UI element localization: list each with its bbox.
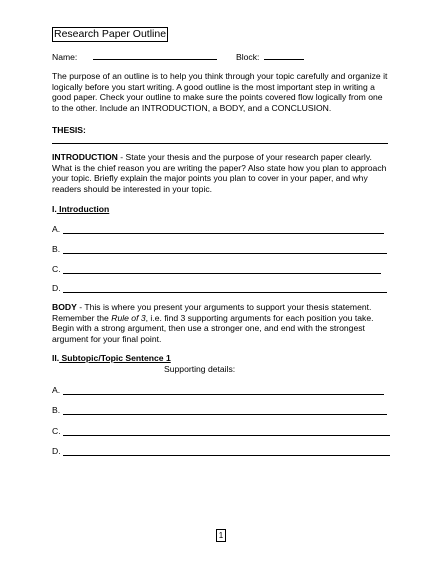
body-heading: BODY — [52, 302, 77, 312]
body-line-a — [52, 385, 62, 396]
name-label: Name: — [52, 52, 78, 62]
introduction-paragraph — [52, 152, 392, 194]
intro-line-b — [52, 244, 62, 255]
section-number: II. — [52, 353, 60, 363]
introduction-heading: INTRODUCTION — [52, 152, 118, 162]
intro-blank-b[interactable] — [63, 253, 387, 254]
supporting-details-label: Supporting details: — [164, 364, 236, 374]
section-title: Subtopic/Topic Sentence 1 — [59, 353, 171, 363]
intro-line-d — [52, 283, 62, 294]
body-blank-b[interactable] — [63, 414, 387, 415]
line-letter: B. — [52, 405, 61, 415]
line-letter: A. — [52, 224, 61, 234]
thesis-label: THESIS: — [52, 125, 86, 135]
intro-blank-d[interactable] — [63, 292, 387, 293]
line-letter: D. — [52, 446, 61, 456]
name-field[interactable] — [93, 51, 217, 60]
thesis-line[interactable] — [52, 143, 388, 144]
document-title: Research Paper Outline — [54, 28, 167, 40]
body-line-c — [52, 426, 62, 437]
line-letter: D. — [52, 283, 61, 293]
intro-blank-c[interactable] — [63, 273, 381, 274]
section-heading-introduction — [52, 204, 109, 215]
body-line-b — [52, 405, 62, 416]
intro-blank-a[interactable] — [63, 233, 384, 234]
introduction-text: - State your thesis and the purpose of your research paper clearly. What is the chief reason you are writing the paper? Also state how you plan to approach your topic. Briefly explain the major points you plan to cover in your paper, and why readers should be interested in your topic. — [52, 152, 387, 194]
purpose-paragraph: The purpose of an outline is to help you think through your topic carefully and organize it logically before you start writing. A good outline is the most important step in writing a good paper. Check your outline to make sure the points covered flow logically from one to the other. Include an INTRODUCTION, a BODY, and a CONCLUSION. — [52, 71, 388, 113]
body-text-1: - This is where you present your arguments to support your thesis statement. Remember the — [52, 302, 372, 323]
intro-line-a — [52, 224, 62, 235]
name-row — [52, 51, 217, 63]
block-label: Block: — [236, 52, 260, 62]
line-letter: C. — [52, 426, 61, 436]
body-blank-d[interactable] — [63, 455, 390, 456]
intro-line-c — [52, 264, 62, 275]
section-title: Introduction — [56, 204, 110, 214]
block-field[interactable] — [264, 51, 304, 60]
body-blank-c[interactable] — [63, 435, 390, 436]
line-letter: A. — [52, 385, 61, 395]
line-letter: B. — [52, 244, 61, 254]
line-letter: C. — [52, 264, 61, 274]
block-row — [236, 51, 304, 63]
body-blank-a[interactable] — [63, 394, 384, 395]
body-text-2: , i.e. find 3 supporting arguments for each position you take. Begin with a strong argument, then use a stronger one, and end with the strongest argument for your final point. — [52, 312, 374, 344]
body-paragraph — [52, 302, 392, 344]
section-number: I. — [52, 204, 57, 214]
body-line-d — [52, 446, 62, 457]
rule-of-3: Rule of 3 — [111, 312, 146, 323]
page-number: 1 — [216, 529, 226, 542]
section-heading-subtopic — [52, 353, 171, 364]
